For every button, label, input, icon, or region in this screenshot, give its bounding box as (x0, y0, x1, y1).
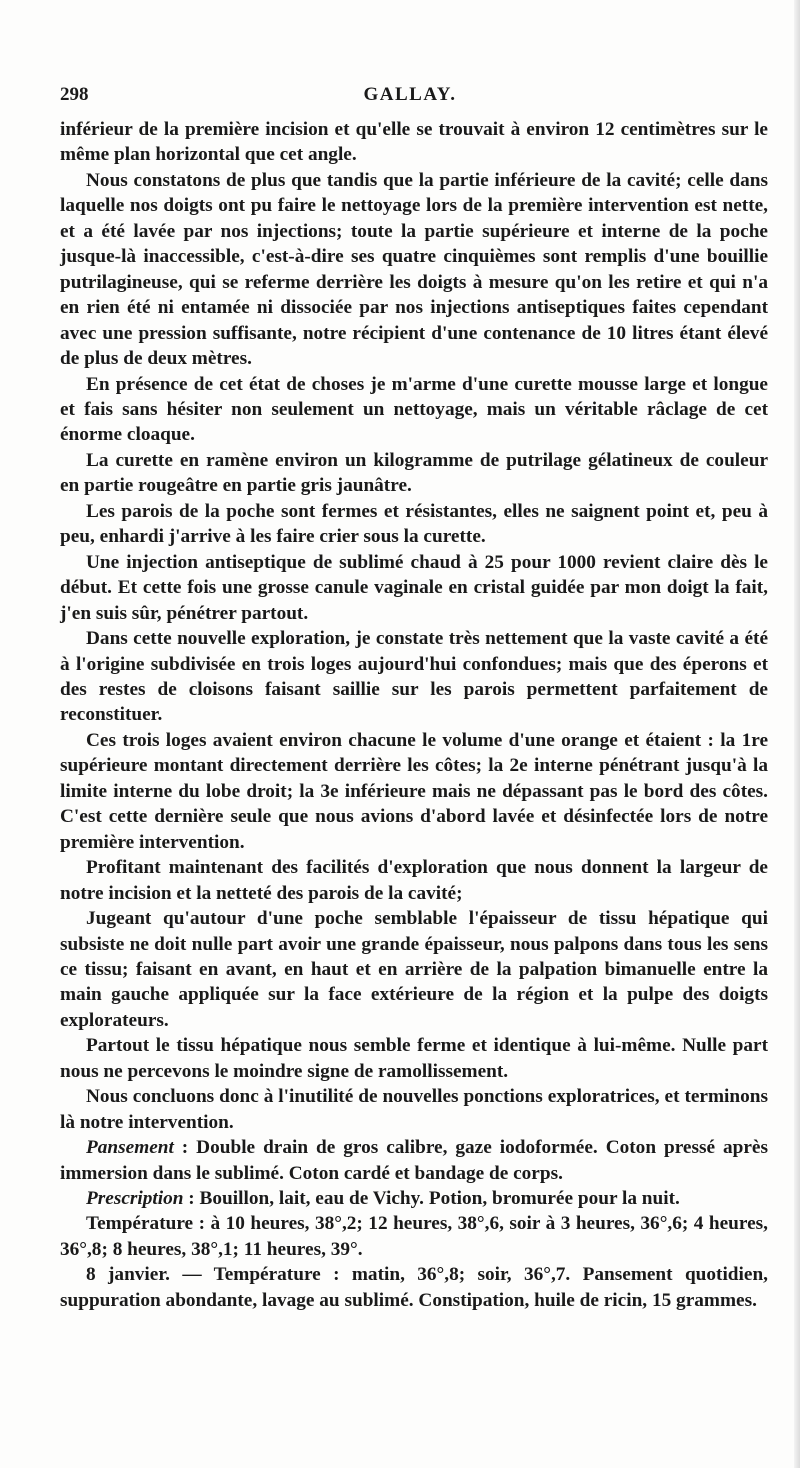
paragraph-6: Une injection antiseptique de sublimé chaud à 25 pour 1000 revient claire dès le début. Et cette fois une grosse canule vaginale en cristal guidée par mon doigt la fait, j'en suis sûr, pénétrer partout. (60, 551, 768, 624)
paragraph-12: Nous concluons donc à l'inutilité de nouvelles ponctions exploratrices, et terminons là notre intervention. (60, 1086, 768, 1133)
paragraph-7: Dans cette nouvelle exploration, je constate très nettement que la vaste cavité a été à l'origine subdivisée en trois loges aujourd'hui confondues; mais que des éperons et des restes de cloisons faisant saillie sur les parois permettent parfaitement de reconstituer. (60, 628, 768, 726)
page-header (60, 84, 760, 112)
paragraph-9: Profitant maintenant des facilités d'exploration que nous donnent la largeur de notre incision et la netteté des parois de la cavité; (60, 857, 768, 904)
prescription-lead: Prescription (86, 1188, 184, 1210)
prescription-text: : Bouillon, lait, eau de Vichy. Potion, bromurée pour la nuit. (183, 1188, 680, 1210)
paragraph-11: Partout le tissu hépatique nous semble ferme et identique à lui-même. Nulle part nous ne percevons le moindre signe de ramollissement. (60, 1035, 768, 1082)
page-edge-shadow (794, 0, 800, 1468)
paragraph-2: Nous constatons de plus que tandis que la partie inférieure de la cavité; celle dans laquelle nos doigts ont pu faire le nettoyage lors de la première intervention est nette, et a été lavée par nos injections; toute la partie supérieure et interne de la poche jusque-là inaccessible, c'est-à-dire ses quatre cinquièmes sont remplis d'une bouillie putrilagineuse, qui se referme derrière les doigts à mesure qu'on les retire et qui n'a en rien été ni entamée ni dissociée par nos injections antiseptiques faites cependant avec une pression suffisante, notre récipient d'une contenance de 10 litres étant élevé de plus de deux mètres. (60, 169, 768, 370)
paragraph-3: En présence de cet état de choses je m'arme d'une curette mousse large et longue et fais sans hésiter non seulement un nettoyage, mais un véritable râclage de cet énorme cloaque. (60, 373, 768, 446)
running-title: GALLAY. (363, 84, 457, 105)
paragraph-1: inférieur de la première incision et qu'elle se trouvait à environ 12 centimètres sur le même plan horizontal que cet angle. (60, 119, 768, 166)
pansement-lead: Pansement (86, 1137, 174, 1159)
paragraph-4: La curette en ramène environ un kilogramme de putrilage gélatineux de couleur en partie rougeâtre en partie gris jaunâtre. (60, 449, 768, 497)
paragraph-10: Jugeant qu'autour d'une poche semblable l'épaisseur de tissu hépatique qui subsiste ne doit nulle part avoir une grande épaisseur, nous palpons dans tous les sens ce tissu; faisant en avant, en haut et en arrière de la palpation bimanuelle entre la main gauche appliquée sur la face extérieure de la région et la pulpe des doigts explorateurs. (60, 908, 768, 1031)
paragraph-prescription (60, 1186, 768, 1211)
paragraph-5: Les parois de la poche sont fermes et résistantes, elles ne saignent point et, peu à peu, enhardi j'arrive à les faire crier sous la curette. (60, 500, 768, 548)
pansement-text: : Double drain de gros calibre, gaze iodoformée. Coton pressé après immersion dans le sublimé. Coton cardé et bandage de corps. (60, 1137, 768, 1184)
body-text (60, 117, 768, 1313)
paragraph-8: Ces trois loges avaient environ chacune le volume d'une orange et étaient : la 1re supérieure montant directement derrière les côtes; la 2e interne pénétrant jusqu'à la limite interne du lobe droit; la 3e inférieure mais ne dépassant pas le bord des côtes. C'est cette dernière seule que nous avions d'abord lavée et désinfectée lors de notre première intervention. (60, 729, 768, 853)
paragraph-temperature: Température : à 10 heures, 38°,2; 12 heures, 38°,6, soir à 3 heures, 36°,6; 4 heures, 36°,8; 8 heures, 38°,1; 11 heures, 39°. (60, 1213, 768, 1260)
paragraph-8-janvier: 8 janvier. — Température : matin, 36°,8; soir, 36°,7. Pansement quotidien, suppuration abondante, lavage au sublimé. Constipation, huile de ricin, 15 grammes. (60, 1264, 768, 1311)
page-number: 298 (60, 84, 89, 105)
paragraph-pansement (60, 1135, 768, 1186)
